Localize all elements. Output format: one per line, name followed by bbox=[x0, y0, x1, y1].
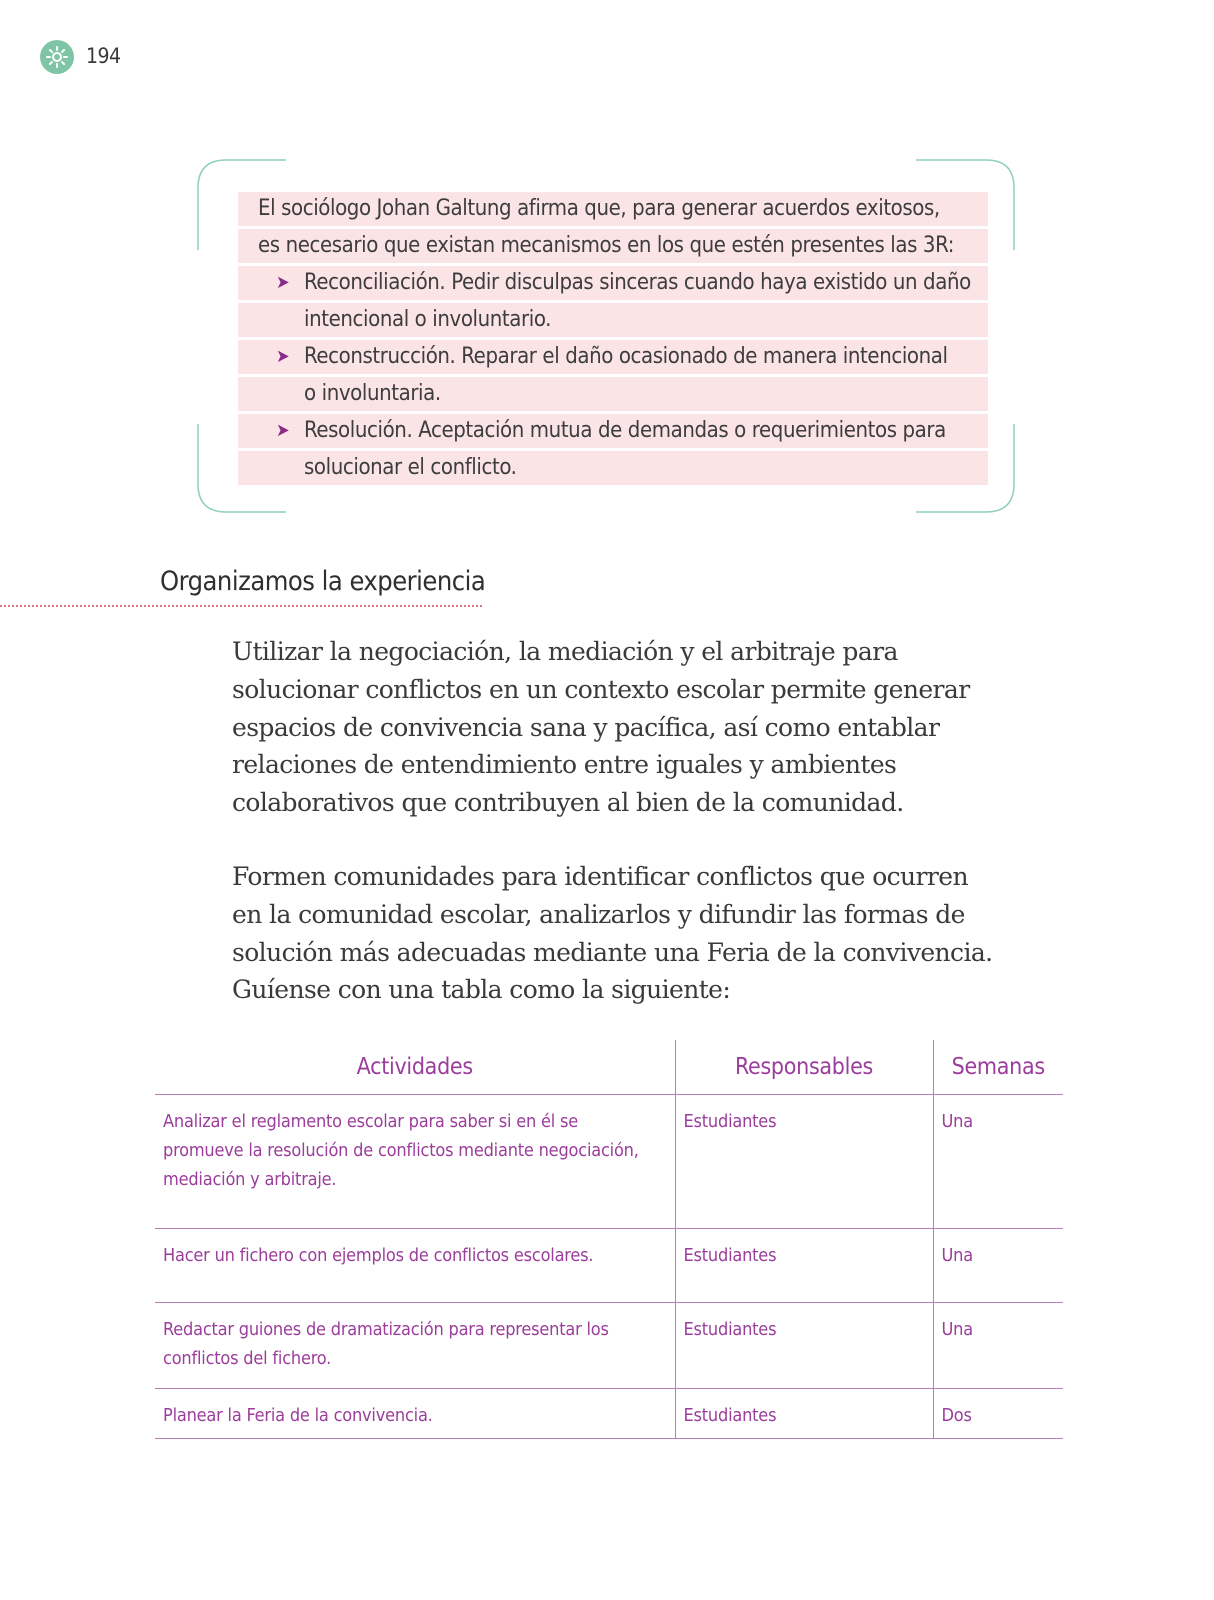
callout-item-reconstruccion bbox=[238, 340, 988, 374]
paragraph-line: Formen comunidades para identificar conflictos que ocurren bbox=[232, 862, 968, 891]
callout-lead-line: El sociólogo Johan Galtung afirma que, para generar acuerdos exitosos, bbox=[238, 192, 988, 226]
section-rule bbox=[0, 605, 482, 607]
activity-line: Planear la Feria de la convivencia. bbox=[163, 1404, 433, 1426]
table-row bbox=[155, 1388, 1063, 1438]
semanas-cell: Una bbox=[933, 1228, 1063, 1302]
intro-paragraph bbox=[232, 633, 970, 822]
header-semanas: Semanas bbox=[933, 1040, 1063, 1094]
activity-line: promueve la resolución de conflictos mediante negociación, bbox=[163, 1139, 639, 1161]
header-actividades: Actividades bbox=[155, 1040, 675, 1094]
callout-lead-line: es necesario que existan mecanismos en los que estén presentes las 3R: bbox=[238, 229, 988, 263]
callout-item-text: Resolución. Aceptación mutua de demandas o requerimientos para bbox=[304, 418, 946, 443]
table-row bbox=[155, 1302, 1063, 1388]
callout-item-continuation: o involuntaria. bbox=[238, 377, 988, 411]
activity-line: Hacer un fichero con ejemplos de conflictos escolares. bbox=[163, 1244, 594, 1266]
activity-line: Redactar guiones de dramatización para representar los bbox=[163, 1318, 609, 1340]
activity-line: mediación y arbitraje. bbox=[163, 1168, 337, 1190]
semanas-cell: Una bbox=[933, 1302, 1063, 1388]
callout-item-text: Reconstrucción. Reparar el daño ocasionado de manera intencional bbox=[304, 344, 948, 369]
activity-cell bbox=[155, 1302, 675, 1388]
paragraph-line: espacios de convivencia sana y pacífica, así como entablar bbox=[232, 712, 940, 742]
responsables-cell: Estudiantes bbox=[675, 1094, 933, 1228]
paragraph-line: solución más adecuadas mediante una Feria de la convivencia. bbox=[232, 937, 993, 967]
paragraph-line: relaciones de entendimiento entre iguales y ambientes bbox=[232, 750, 897, 780]
activity-cell bbox=[155, 1094, 675, 1228]
responsables-cell: Estudiantes bbox=[675, 1388, 933, 1438]
header-responsables: Responsables bbox=[675, 1040, 933, 1094]
arrow-bullet-icon: ➤ bbox=[276, 420, 290, 441]
semanas-cell: Una bbox=[933, 1094, 1063, 1228]
semanas-cell: Dos bbox=[933, 1388, 1063, 1438]
paragraph-line: colaborativos que contribuyen al bien de la comunidad. bbox=[232, 788, 904, 818]
sun-gear-icon bbox=[45, 45, 69, 69]
responsables-cell: Estudiantes bbox=[675, 1302, 933, 1388]
page-number: 194 bbox=[86, 44, 121, 68]
arrow-bullet-icon: ➤ bbox=[276, 346, 290, 367]
activities-table bbox=[155, 1040, 1063, 1439]
activity-cell bbox=[155, 1388, 675, 1438]
activity-line: Analizar el reglamento escolar para saber si en él se bbox=[163, 1110, 579, 1132]
callout-item-resolucion bbox=[238, 414, 988, 448]
paragraph-line: Guíense con una tabla como la siguiente: bbox=[232, 975, 731, 1005]
table-row bbox=[155, 1228, 1063, 1302]
page-badge bbox=[40, 40, 74, 74]
paragraph-line: solucionar conflictos en un contexto escolar permite generar bbox=[232, 674, 970, 704]
table-row bbox=[155, 1094, 1063, 1228]
activity-line: conflictos del fichero. bbox=[163, 1347, 332, 1369]
table-header-row bbox=[155, 1040, 1063, 1094]
arrow-bullet-icon: ➤ bbox=[276, 272, 290, 293]
callout-item-text: Reconciliación. Pedir disculpas sinceras cuando haya existido un daño bbox=[304, 270, 971, 295]
callout-item-reconciliacion bbox=[238, 266, 988, 300]
callout-item-continuation: solucionar el conflicto. bbox=[238, 451, 988, 485]
activity-cell bbox=[155, 1228, 675, 1302]
callout-item-continuation: intencional o involuntario. bbox=[238, 303, 988, 337]
paragraph-line: en la comunidad escolar, analizarlos y difundir las formas de bbox=[232, 899, 965, 929]
responsables-cell: Estudiantes bbox=[675, 1228, 933, 1302]
instructions-paragraph bbox=[232, 858, 993, 1009]
paragraph-line: Utilizar la negociación, la mediación y el arbitraje para bbox=[232, 637, 898, 666]
galtung-callout bbox=[238, 192, 988, 488]
section-title: Organizamos la experiencia bbox=[160, 566, 486, 597]
